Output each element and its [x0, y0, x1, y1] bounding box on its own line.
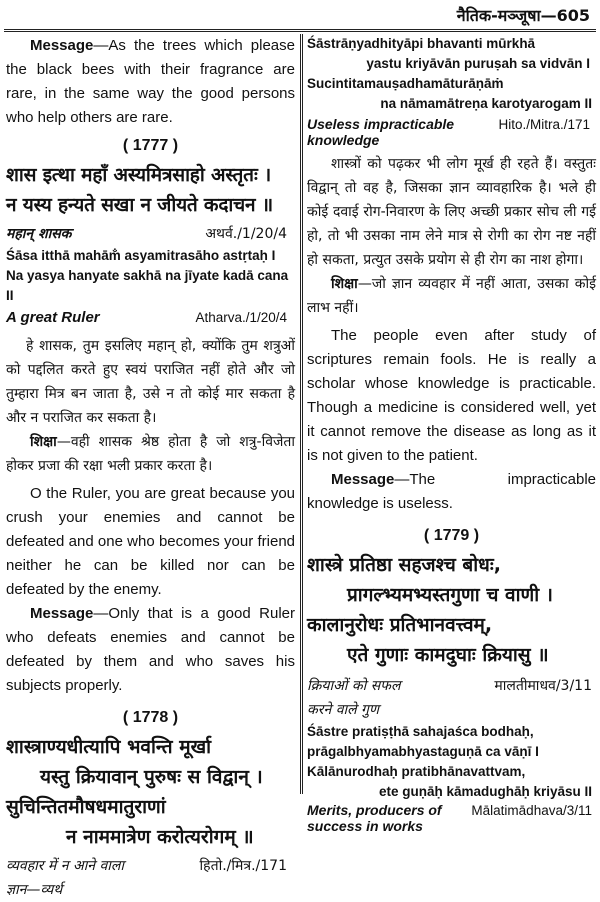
iast-1779-line-2: prāgalbhyamabhyastaguṇā ca vāṇī I	[307, 744, 539, 759]
shloka-1778-line-3: सुचिन्तितमौषधमातुराणां	[6, 796, 166, 818]
heading-english-1779-a: Merits, producers of	[307, 802, 442, 818]
shiksha	[6, 430, 295, 478]
message-text: —As the trees which please the black bees with their fragrance are rare, in the same way the good persons who help others are rare.	[6, 37, 295, 126]
iast-1778-line-1: Śāstrāṇyadhityāpi bhavanti mūrkhā	[307, 36, 536, 51]
page-header	[0, 0, 600, 30]
message-1776	[6, 34, 295, 130]
heading-row-english	[6, 306, 295, 330]
heading-row-1778	[6, 854, 295, 878]
heading-row-hindi	[6, 222, 295, 246]
message-text: —Only that is a good Ruler who defeats enemies and cannot be defeated by them and who saves his subjects properly.	[6, 605, 295, 694]
shloka-1779-line-1: शास्त्रे प्रतिष्ठा सहजश्च बोधः,	[307, 554, 501, 576]
verse-number-1778: ( 1778 )	[122, 709, 179, 726]
shloka-1779-line-2: प्रागल्भ्यमभ्यस्तगुणा च वाणी ।	[347, 584, 553, 606]
iast-1778-line-2: yastu kriyāvān puruṣah sa vidvān I	[366, 56, 590, 71]
verse-number-1777: ( 1777 )	[122, 137, 179, 154]
header-rule	[4, 29, 596, 32]
heading-1778-a: व्यवहार में न आने वाला	[6, 858, 125, 874]
shiksha-text: —वही शासक श्रेष्ठ होता है जो शत्रु-विजेता होकर प्रजा की रक्षा भली प्रकार करता है।	[6, 434, 295, 474]
hindi-translation: हे शासक, तुम इसलिए महान् हो, क्योंकि तुम शत्रुओं को पद्दलित करते हुए स्वयं पराजित नहीं होते और जो तुम्हारा मित्र बन जाता है, उसे न तो कोई मार सकता है और न पराजित कर सकता है।	[6, 338, 295, 426]
shloka-1777-line-1: शास इत्था महाँ अस्यमित्रसाहो अस्तृतः ।	[6, 164, 272, 186]
shloka-1779-line-3: कालानुरोधः प्रतिभानवत्त्वम्,	[307, 614, 493, 636]
message-1778	[307, 468, 596, 516]
heading-hindi-1779-a: क्रियाओं को सफल	[307, 678, 401, 694]
verse-number-1779: ( 1779 )	[423, 527, 480, 544]
iast-1779-line-3: Kālānurodhaḥ pratibhānavattvam,	[307, 764, 526, 779]
shloka-1778-line-1: शास्त्राण्यधीत्यापि भवन्ति मूर्खा	[6, 736, 212, 758]
iast-1779-line-1: Śāstre pratiṣṭhā sahajaśca bodhaḥ,	[307, 724, 534, 739]
reference-english: Hito./Mitra./171	[498, 117, 590, 132]
shloka-1777-line-2: न यस्य हन्यते सखा न जीयते कदाचन ॥	[6, 194, 273, 216]
iast-1777-line-1: Śāsa itthā mahām̐ asyamitrasāho astṛtaḥ I	[6, 248, 276, 263]
right-column	[307, 34, 596, 834]
reference-1778: हितो./मित्र./171	[199, 858, 287, 874]
heading-row-english	[307, 116, 596, 148]
iast-1777-line-2: Na yasya hanyate sakhā na jīyate kadā cana II	[6, 268, 289, 303]
shloka-1779-line-4: एते गुणाः कामदुघाः क्रियासु ॥	[347, 644, 549, 666]
reference-english: Atharva./1/20/4	[195, 310, 287, 325]
shiksha	[307, 272, 596, 320]
reference-english-1779: Mālatimādhava/3/11	[471, 803, 592, 818]
heading-hindi-1779-b: करने वाले गुण	[307, 702, 380, 718]
iast-1778-line-4: na nāmamātreṇa karotyarogam II	[380, 96, 592, 111]
message-label: Message	[331, 471, 395, 488]
message-label: Message	[30, 37, 94, 54]
shiksha-text: —जो ज्ञान व्यवहार में नहीं आता, उसका कोई लाभ नहीं।	[307, 276, 596, 316]
message-text: —The impracticable knowledge is useless.	[307, 471, 596, 512]
heading-1778-b: ज्ञान—व्यर्थ	[6, 882, 63, 898]
heading-row-english-1779	[307, 802, 596, 818]
english-translation: O the Ruler, you are great because you crush your enemies and cannot be defeated and one who becomes your friend neither he can be killed nor can be defeated by the enemy.	[6, 485, 295, 598]
shiksha-label: शिक्षा	[30, 434, 57, 450]
heading-row-hindi-1779	[307, 674, 596, 698]
iast-1778-line-3: Sucintitamauṣadhamāturāṇāṁ	[307, 76, 504, 91]
message-1777	[6, 602, 295, 698]
heading-hindi: महान् शासक	[6, 226, 72, 242]
shiksha-label: शिक्षा	[331, 276, 358, 292]
heading-english: Useless impracticable knowledge	[307, 116, 455, 148]
reference-hindi-1779: मालतीमाधव/3/11	[494, 678, 592, 694]
message-label: Message	[30, 605, 94, 622]
heading-english-1779-b: success in works	[307, 818, 423, 834]
hindi-translation: शास्त्रों को पढ़कर भी लोग मूर्ख ही रहते हैं। वस्तुतः विद्वान् तो वह है, जिसका ज्ञान व्यावहारिक है। भले ही कोई दवाई रोग-निवारण के लिए अच्छी प्रकार सोच ली गई हो, तो भी उसका नाम लेने मात्र से रोगी का रोग नष्ट नहीं हो सकता, प्रत्युत उसके प्रयोग से ही रोग का नाश होगा।	[307, 156, 596, 268]
left-column	[6, 34, 295, 898]
shloka-1778-line-4: न नाममात्रेण करोत्यरोगम् ॥	[66, 826, 254, 848]
iast-1779-line-4: ete guṇāḥ kāmadughāḥ kriyāsu II	[378, 784, 592, 799]
english-translation: The people even after study of scriptures remain fools. He is really a scholar whose knowledge is practicable. Though a medicine is considered well, yet it cannot remove the disease as long as it is not given to the patient.	[307, 327, 596, 464]
heading-english: A great Ruler	[6, 309, 100, 326]
reference-hindi: अथर्व./1/20/4	[205, 226, 287, 242]
column-divider	[300, 34, 303, 794]
shloka-1778-line-2: यस्तु क्रियावान् पुरुषः स विद्वान् ।	[40, 766, 263, 788]
page-title: नैतिक-मञ्जूषा—605	[456, 6, 590, 25]
